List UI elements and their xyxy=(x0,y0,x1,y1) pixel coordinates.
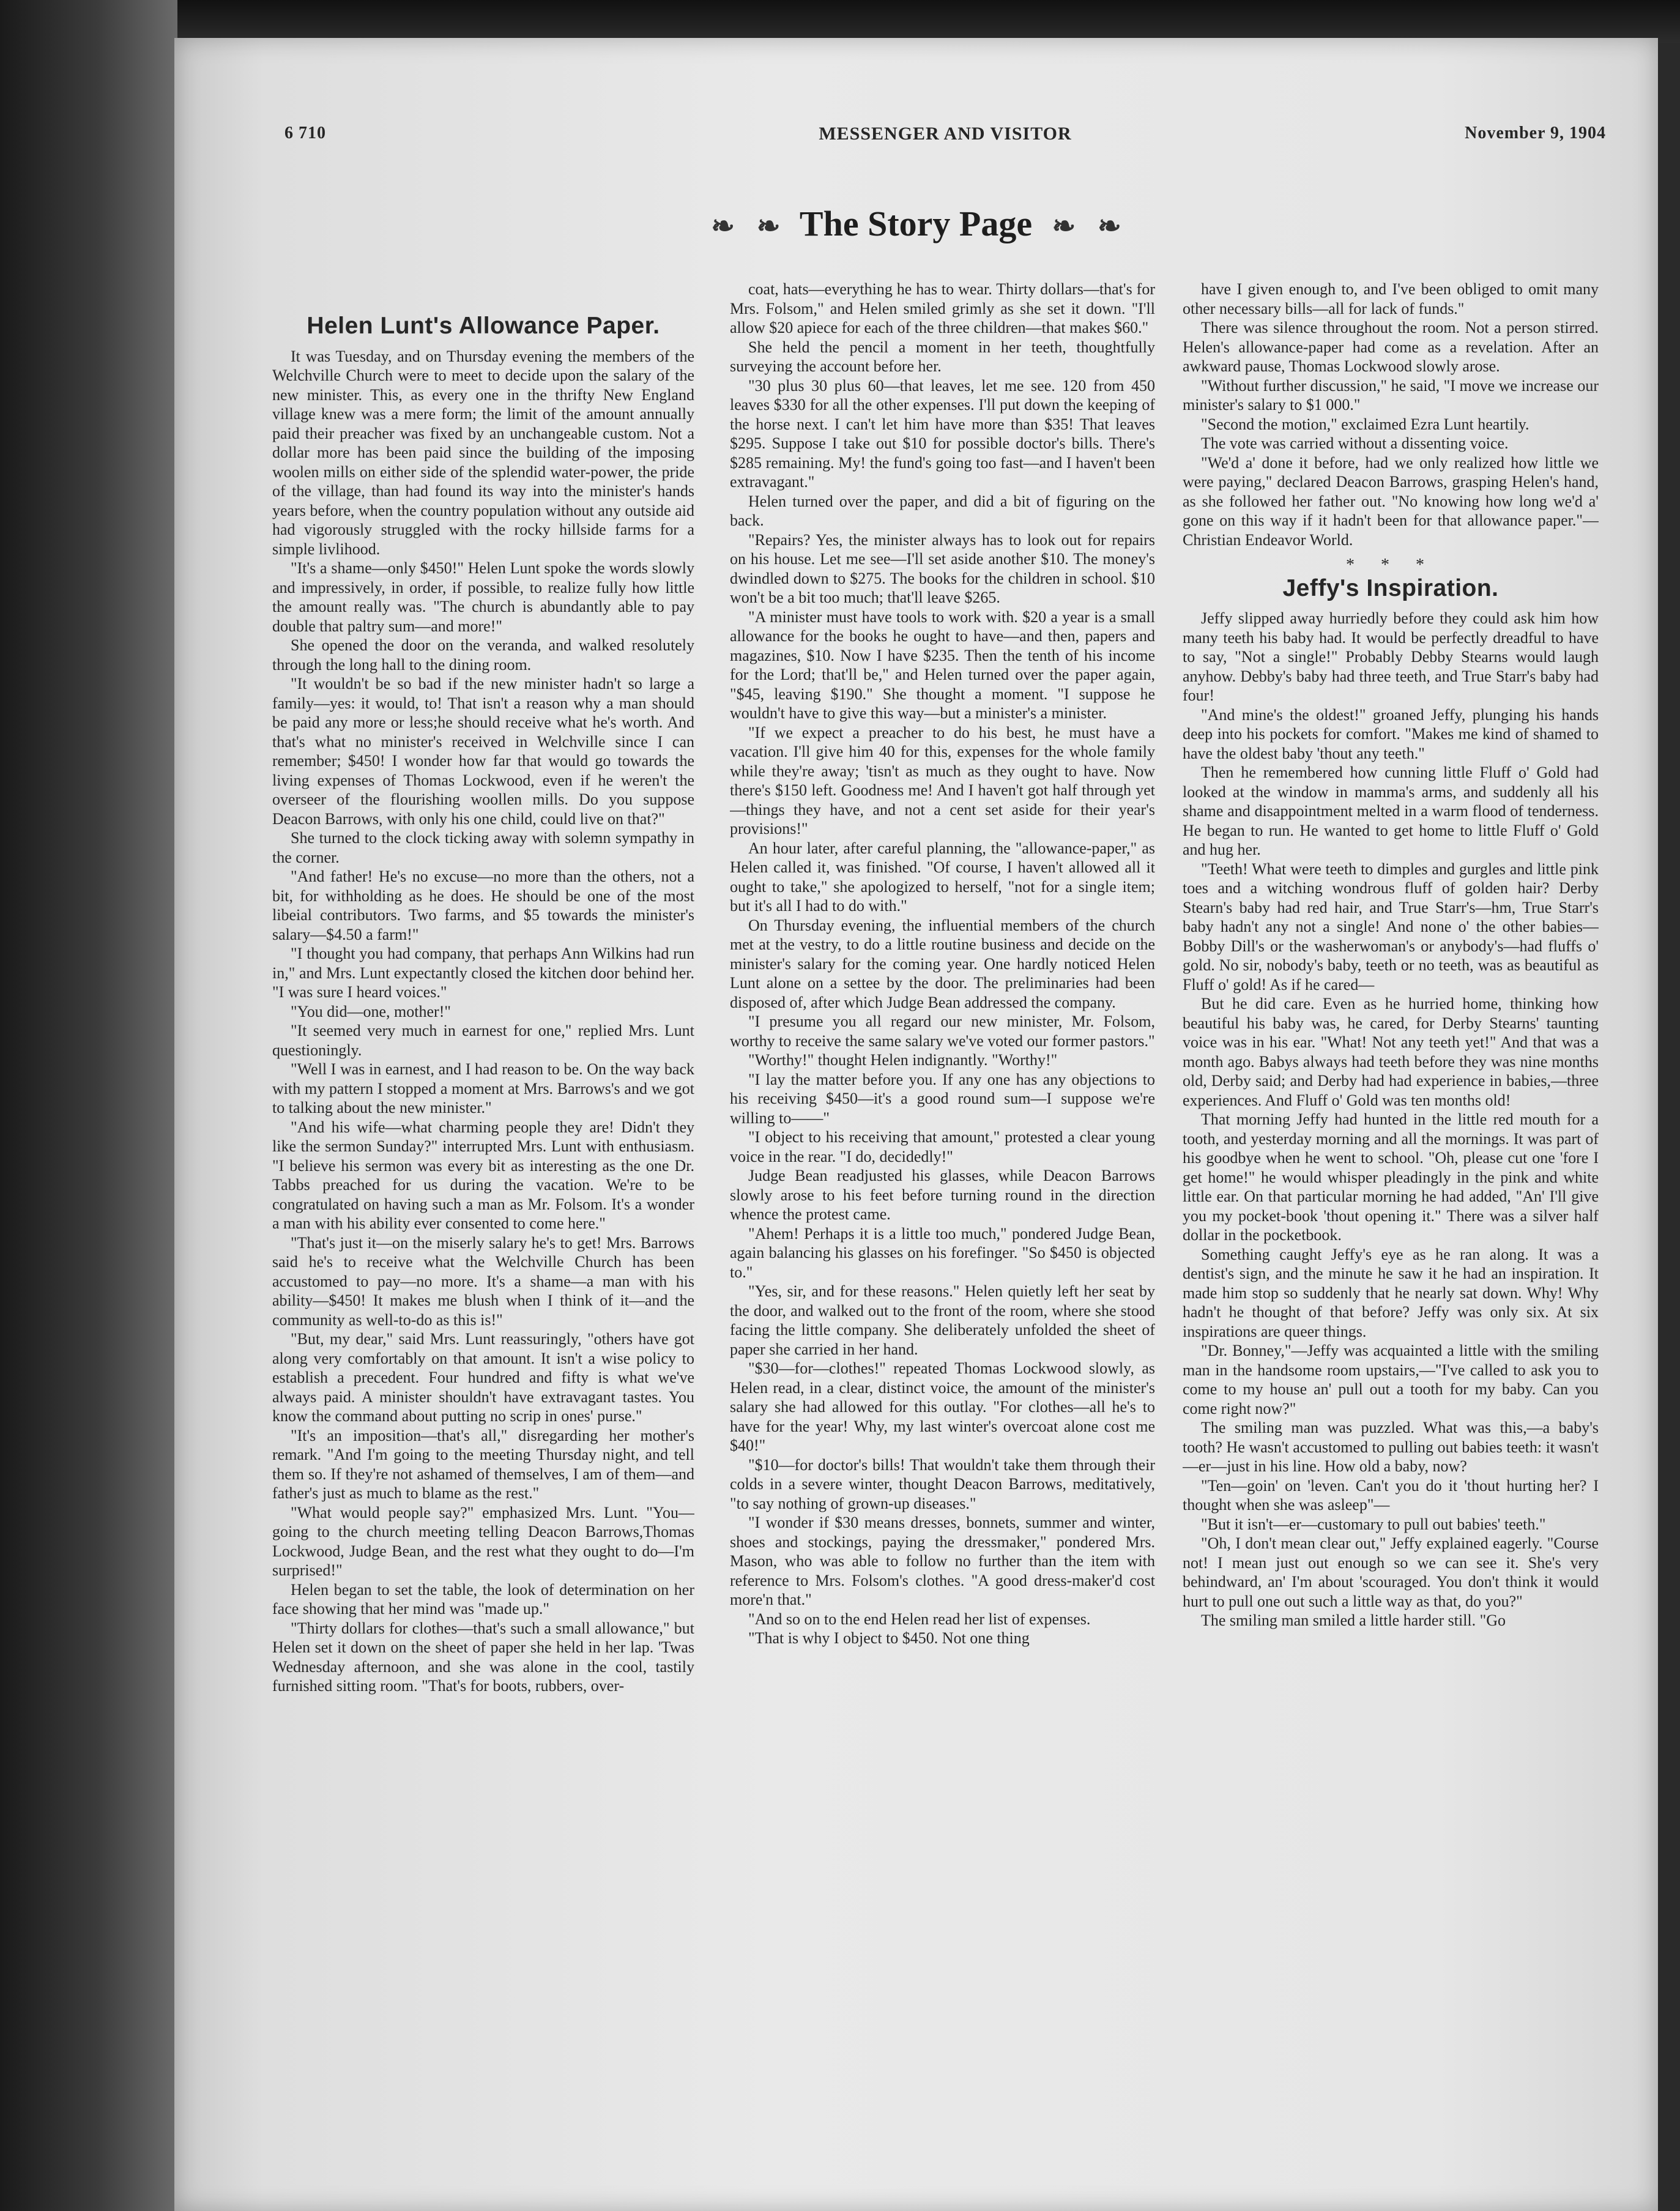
paragraph: "30 plus 30 plus 60—that leaves, let me see. 120 from 450 leaves $330 for all the other expenses. I'll put down the keeping of the horse next. I can't let him have more than $35! That leaves $295. Suppose I take out $10 for possible doctor's bills. There's $285 remaining. My! the fund's going too fast—and I haven't been extravagant." xyxy=(730,376,1155,491)
story-body-ending xyxy=(1183,280,1599,549)
paragraph: "$10—for doctor's bills! That wouldn't take them through their colds in a severe winter, thought Deacon Barrows, meditatively, "to say nothing of grown-up diseases." xyxy=(730,1455,1155,1512)
paragraph: Something caught Jeffy's eye as he ran along. It was a dentist's sign, and the minute he saw it he had an inspiration. It made him stop so suddenly that he nearly sat down. Why! Why hadn't he thought of that before? Jeffy was only six. At six inspirations are queer things. xyxy=(1183,1245,1599,1340)
paragraph: "But it isn't—er—customary to pull out babies' teeth." xyxy=(1201,1515,1546,1533)
newspaper-page xyxy=(174,38,1658,2211)
column-right xyxy=(1183,280,1599,2133)
paragraph: "I wonder if $30 means dresses, bonnets, summer and winter, shoes and stockings, paying the dressmaker," pondered Mrs. Mason, who was able to follow no further than the item with reference to Mrs. Folsom's clothes. "A good dress-maker'd cost more'n that." xyxy=(730,1514,1155,1608)
paragraph: "Yes, sir, and for these reasons." Helen quietly left her seat by the door, and walked out to the front of the room, where she stood facing the little company. She deliberately unfolded the sheet of paper she carried in her hand. xyxy=(730,1282,1155,1358)
paragraph: "Dr. Bonney,"—Jeffy was acquainted a little with the smiling man in the handsome room upstairs,—"I've called to ask you to come to my house an' pull out a tooth for my baby. Can you come right now?" xyxy=(1183,1342,1599,1418)
section-divider: * * * xyxy=(1346,556,1435,574)
paragraph: "Ten—goin' on 'leven. Can't you do it 'thout hurting her? I thought when she was asleep"— xyxy=(1183,1476,1599,1514)
paragraph: She opened the door on the veranda, and walked resolutely through the long hall to the dining room. xyxy=(272,636,694,674)
paragraph: The vote was carried without a dissenting voice. xyxy=(1201,434,1509,452)
paragraph: "What would people say?" emphasized Mrs. Lunt. "You—going to the church meeting telling Deacon Barrows,Thomas Lockwood, Judge Bean, and the rest what they ought to do—I'm surprised!" xyxy=(272,1503,694,1579)
paragraph: "Without further discussion," he said, "I move we increase our minister's salary to $1 000." xyxy=(1183,376,1599,414)
paragraph: "That's just it—on the miserly salary he's to get! Mrs. Barrows said he's to receive what the Welchville Church has been accustomed to pay—no more. It's a shame—a man with his ability—$450! It makes me blush when I think of it—and the community as well-to-do as this is!" xyxy=(272,1233,694,1329)
section-title: The Story Page xyxy=(799,204,1033,243)
paragraph: She turned to the clock ticking away with solemn sympathy in the corner. xyxy=(272,829,694,866)
paragraph: She held the pencil a moment in her teeth, thoughtfully surveying the account before her. xyxy=(730,338,1155,375)
issue-date: November 9, 1904 xyxy=(1465,124,1606,143)
paragraph: "$30—for—clothes!" repeated Thomas Lockwood slowly, as Helen read, in a clear, distinct voice, the amount of the minister's salary she had allowed for this outlay. "For clothes—all he's to have for the year! Why, my last winter's overcoat alone cost me $40!" xyxy=(730,1359,1155,1454)
story-title-helen-lunt: Helen Lunt's Allowance Paper. xyxy=(307,316,660,339)
paragraph: Judge Bean readjusted his glasses, while Deacon Barrows slowly arose to his feet before turning round in the direction whence the protest came. xyxy=(730,1167,1155,1223)
paragraph: "It wouldn't be so bad if the new minister hadn't so large a family—yes: it would, to! That isn't a reason why a man should be paid any more or less;he should receive what he's worth. And that's what no minister's received in Welchville since I can remember; $450! I wonder how far that would go towards the living expenses of Thomas Lockwood, even if he weren't the overseer of the flourishing woollen mills. Do you suppose Deacon Barrows, with only his one child, could live on that?" xyxy=(272,675,694,828)
column-middle xyxy=(730,280,1155,2133)
paragraph: An hour later, after careful planning, the "allowance-paper," as Helen called it, was finished. "Of course, I haven't allowed all it ought to take," she apologized to herself, "not for a single item; but it's all I had to do with." xyxy=(730,839,1155,915)
paragraph: "I lay the matter before you. If any one has any objections to his receiving $450—it's a good round sum—I suppose we're willing to——" xyxy=(730,1070,1155,1127)
paragraph: "But, my dear," said Mrs. Lunt reassuringly, "others have got along very comfortably on that amount. It isn't a wise policy to establish a precedent. Four hundred and fifty is what we've always paid. A minister shouldn't have extravagant tastes. You know the command about putting no scrip in ones' purse." xyxy=(272,1330,694,1425)
paragraph: It was Tuesday, and on Thursday evening the members of the Welchville Church were to meet to decide upon the salary of the new minister. This, as every one in the thrifty New England village knew was a mere form; the limit of the amount annually paid their preacher was fixed by an unchangeable custom. Not a dollar more has been paid since the building of the imposing woolen mills on either side of the splendid water-power, the pride of the village, than had found its way into the minister's hands years before, when the country population without any outside aid had vigorously struggled with the rocky hillside farms for a simple livlihood. xyxy=(272,347,694,558)
paragraph: "Thirty dollars for clothes—that's such a small allowance," but Helen set it down on the sheet of paper she held in her lap. 'Twas Wednesday afternoon, and she was alone in the cool, tastily furnished sitting room. "That's for boots, rubbers, over- xyxy=(272,1619,694,1695)
paragraph: have I given enough to, and I've been obliged to omit many other necessary bills—all for lack of funds." xyxy=(1183,280,1599,318)
paragraph: Jeffy slipped away hurriedly before they could ask him how many teeth his baby had. It would be perfectly dreadful to have to say, "Not a single!" Probably Debby Stearns would laugh anyhow. Debby's baby had three teeth, and True Starr's baby had four! xyxy=(1183,609,1599,704)
paragraph: There was silence throughout the room. Not a person stirred. Helen's allowance-paper had come as a revelation. After an awkward pause, Thomas Lockwood slowly arose. xyxy=(1183,319,1599,375)
paragraph: "That is why I object to $450. Not one thing xyxy=(748,1629,1030,1647)
paragraph: "Worthy!" thought Helen indignantly. "Worthy!" xyxy=(748,1051,1058,1069)
paragraph: Then he remembered how cunning little Fluff o' Gold had looked at the window in mamma's arms, and suddenly all his shame and disappointment melted in a warm flood of tenderness. He began to run. He wanted to get home to little Fluff o' Gold and hug her. xyxy=(1183,764,1599,858)
page-header xyxy=(284,124,1606,160)
ornament-icon: ❧ xyxy=(711,210,735,242)
story-body-jeffy xyxy=(1183,609,1599,1630)
paragraph: "And so on to the end Helen read her list of expenses. xyxy=(748,1610,1091,1628)
column-left xyxy=(272,316,694,2170)
paragraph: That morning Jeffy had hunted in the little red mouth for a tooth, and yesterday morning and all the mornings. It was part of his goodbye when he went to school. "Oh, please cut one 'fore I get home!" he would whisper pleadingly in the pink and white little ear. On that particular morning he had added, "An' I'll give you my pocket-book 'thout opening it." There was a silver half dollar in the pocketbook. xyxy=(1183,1110,1599,1244)
paragraph: "And father! He's no excuse—no more than the others, not a bit, for withholding as he does. He should be one of the most libeial contributors. Two farms, and $5 towards the minister's salary—$4.50 a farm!" xyxy=(272,868,694,943)
ornament-icon: ❧ xyxy=(756,210,781,242)
paragraph: "Repairs? Yes, the minister always has to look out for repairs on his house. Let me see—I'll set aside another $10. The money's dwindled down to $275. The books for the children in school. $10 won't be a bit too much; that'll leave $265. xyxy=(730,530,1155,606)
paragraph: "It's an imposition—that's all," disregarding her mother's remark. "And I'm going to the meeting Thursday night, and tell them so. If they're not ashamed of themselves, I am of them—and father's just as much to blame as the rest." xyxy=(272,1426,694,1502)
story-title-jeffy: Jeffy's Inspiration. xyxy=(1282,574,1499,601)
paragraph: "Oh, I don't mean clear out," Jeffy explained eagerly. "Course not! I mean just out enough so we can see it. She's very behindward, an' I'm about 'scouraged. You don't think it would hurt to pull one out such a little way as that, do you?" xyxy=(1183,1534,1599,1610)
section-banner xyxy=(174,203,1658,244)
paragraph: "And his wife—what charming people they are! Didn't they like the sermon Sunday?" interrupted Mrs. Lunt with enthusiasm. "I believe his sermon was every bit as interesting as the one Dr. Tabbs preached for us during the vacation. We're to be congratulated on having such a man as Mr. Folsom. It's a wonder a man with his ability ever consented to come here." xyxy=(272,1118,694,1232)
paragraph: "I thought you had company, that perhaps Ann Wilkins had run in," and Mrs. Lunt expectantly closed the kitchen door behind her. "I was sure I heard voices." xyxy=(272,945,694,1001)
paragraph: "I presume you all regard our new minister, Mr. Folsom, worthy to receive the same salary we've voted our former pastors." xyxy=(730,1013,1155,1050)
page-number: 6 710 xyxy=(284,124,326,143)
paragraph: "Ahem! Perhaps it is a little too much," pondered Judge Bean, again balancing his glasses on his forefinger. "So $450 is objected to." xyxy=(730,1224,1155,1281)
paragraph: coat, hats—everything he has to wear. Thirty dollars—that's for Mrs. Folsom," and Helen smiled grimly as she set it down. "I'll allow $20 apiece for each of the three children—that makes $60." xyxy=(730,280,1155,336)
paragraph: "If we expect a preacher to do his best, he must have a vacation. I'll give him 40 for this, expenses for the whole family while they're away; 'tisn't as much as they ought to have. Now there's $150 left. Goodness me! And I haven't got half through yet—things they have, and not a cent set aside for their year's provisions!" xyxy=(730,723,1155,838)
paragraph: Helen turned over the paper, and did a bit of figuring on the back. xyxy=(730,492,1155,529)
paragraph: "We'd a' done it before, had we only realized how little we were paying," declared Deacon Barrows, grasping Helen's hand, as she followed her father out. "No knowing how long we'd a' gone on this way if it hadn't been for that allowance paper."—Christian Endeavor World. xyxy=(1183,453,1599,549)
paragraph: But he did care. Even as he hurried home, thinking how beautiful his baby was, he cared, for Derby Stearns' taunting voice was in his ear. "What! Not any teeth yet!" And that was a month ago. Babys always had teeth before they was nine months old, Derby said; and Derby had had experience in babies,—three experiences. And Fluff o' Gold was ten months old! xyxy=(1183,995,1599,1109)
paragraph: "It seemed very much in earnest for one," replied Mrs. Lunt questioningly. xyxy=(272,1022,694,1059)
ornament-icon: ❧ xyxy=(1098,210,1121,242)
paragraph: The smiling man was puzzled. What was this,—a baby's tooth? He wasn't accustomed to pulling out babies teeth: it wasn't—er—just in his line. How old a baby, now? xyxy=(1183,1419,1599,1475)
publication-name: MESSENGER AND VISITOR xyxy=(819,124,1072,144)
paragraph: "You did—one, mother!" xyxy=(291,1002,451,1020)
paragraph: "Second the motion," exclaimed Ezra Lunt heartily. xyxy=(1201,415,1529,433)
paragraph: The smiling man smiled a little harder still. "Go xyxy=(1201,1611,1506,1629)
paragraph: "Teeth! What were teeth to dimples and gurgles and little pink toes and a witching wondrous fluff of golden hair? Derby Stearn's baby had red hair, and True Starr's—hm, True Starr's baby hadn't any not a single! And none o' the other babies—Bobby Dill's or the washerwoman's or anybody's—had fluffs o' gold. No sir, nobody's baby, teeth or no teeth, was as beautiful as Fluff o' gold! As if he cared— xyxy=(1183,860,1599,994)
scan-border-top xyxy=(0,0,1680,43)
paragraph: "A minister must have tools to work with. $20 a year is a small allowance for the books he ought to have—and then, papers and magazines, $10. Now I have $235. Then the tenth of his income for the Lord; that'll be," and Helen turned over the paper again, "$45, leaving $190." She thought a moment. "I suppose he wouldn't have to give this way—but a minister's a minister. xyxy=(730,608,1155,722)
paragraph: "It's a shame—only $450!" Helen Lunt spoke the words slowly and impressively, in order, if possible, to realize fully how little the amount really was. "The church is abundantly able to pay double that paltry sum—and more!" xyxy=(272,559,694,635)
paragraph: On Thursday evening, the influential members of the church met at the vestry, to do a little routine business and decide on the minister's salary for the coming year. One hardly noticed Helen Lunt alone on a settee by the door. The preliminaries had been disposed of, after which Judge Bean addressed the company. xyxy=(730,916,1155,1011)
paragraph: Helen began to set the table, the look of determination on her face showing that her mind was "made up." xyxy=(272,1580,694,1618)
paragraph: "I object to his receiving that amount," protested a clear young voice in the rear. "I do, decidedly!" xyxy=(730,1128,1155,1165)
story-body-continued xyxy=(730,280,1155,1648)
paragraph: "And mine's the oldest!" groaned Jeffy, plunging his hands deep into his pockets for comfort. "Makes me kind of shamed to have the oldest baby 'thout any teeth." xyxy=(1183,705,1599,762)
paragraph: "Well I was in earnest, and I had reason to be. On the way back with my pattern I stopped a moment at Mrs. Barrows's and we got to talking about the new minister." xyxy=(272,1060,694,1117)
scan-border-left xyxy=(0,0,177,2211)
story-body xyxy=(272,347,694,1696)
ornament-icon: ❧ xyxy=(1052,210,1076,242)
